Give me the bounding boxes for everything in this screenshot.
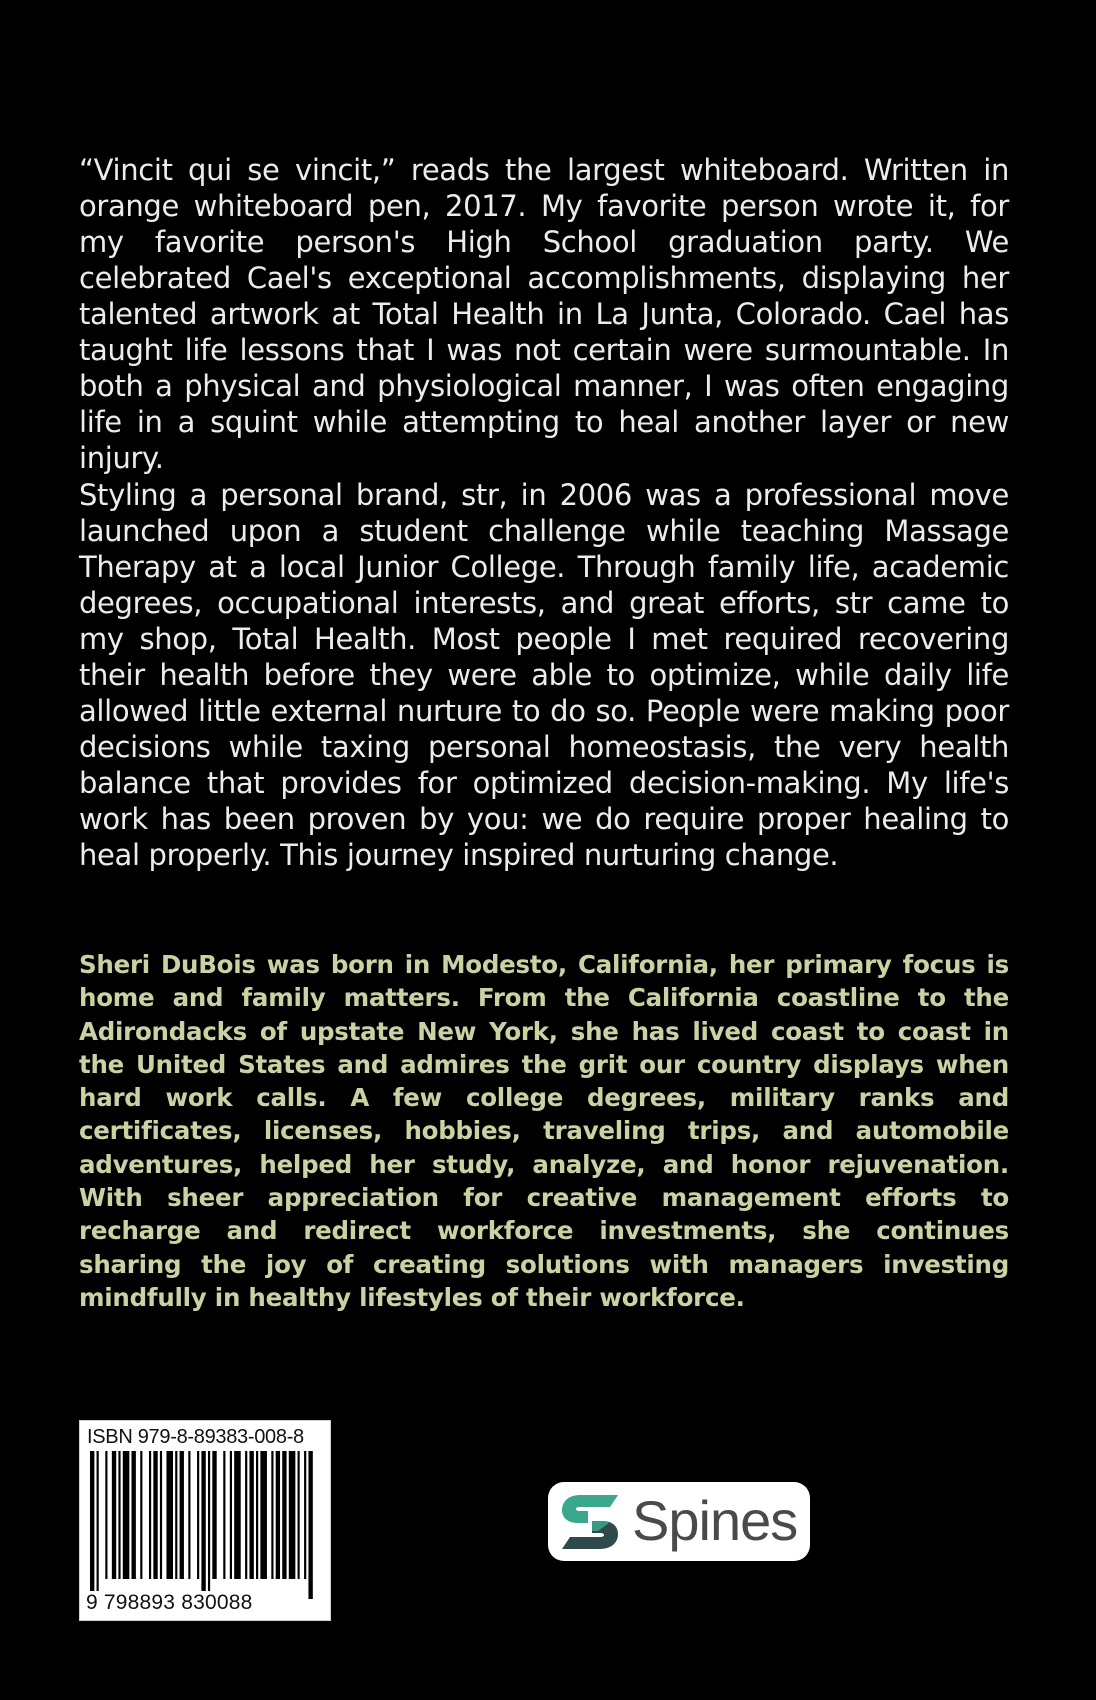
publisher-name: Spines	[632, 1489, 798, 1552]
isbn-barcode	[79, 1420, 331, 1621]
barcode-bar	[188, 1451, 190, 1579]
barcode-bar	[212, 1451, 216, 1579]
barcode-bar	[140, 1451, 142, 1579]
barcode-bar	[160, 1451, 162, 1579]
barcode-bar	[276, 1451, 280, 1579]
barcode-bar	[260, 1451, 267, 1579]
barcode-bar	[223, 1451, 225, 1579]
isbn-label: ISBN 979-8-89383-008-8	[87, 1426, 304, 1448]
barcode-bars	[90, 1451, 315, 1599]
barcode-bar	[123, 1451, 130, 1579]
barcode-bar	[90, 1451, 94, 1599]
barcode-bar	[208, 1451, 210, 1599]
barcode-bar	[201, 1451, 205, 1599]
barcode-bar	[271, 1451, 273, 1579]
barcode-bar	[230, 1451, 232, 1579]
barcode-bar	[105, 1451, 107, 1579]
barcode-number: 9 798893 830088	[86, 1591, 253, 1614]
publisher-logo	[548, 1482, 810, 1561]
barcode-bar	[153, 1451, 157, 1579]
author-bio: Sheri DuBois was born in Modesto, California, her primary focus is home and family matters. From the California coastline to the Adirondacks of upstate New York, she has lived coast to coast in the United States and admires the grit our country displays when hard work calls. A few college degrees, military ranks and certificates, licenses, hobbies, traveling trips, and automobile adventures, helped her study, analyze, and honor rejuvenation. With sheer appreciation for creative management efforts to recharge and redirect workforce investments, she continues sharing the joy of creating solutions with managers investing mindfully in healthy lifestyles of their workforce.	[79, 950, 1009, 1312]
spines-s-logo-icon	[558, 1491, 622, 1553]
barcode-bar	[97, 1451, 99, 1599]
barcode-bar	[245, 1451, 247, 1579]
barcode-bar	[166, 1451, 173, 1579]
barcode-bar	[282, 1451, 286, 1579]
barcode-bar	[249, 1451, 253, 1579]
barcode-bar	[118, 1451, 120, 1579]
barcode-bar	[304, 1451, 306, 1579]
barcode-bar	[132, 1451, 136, 1579]
barcode-bar	[175, 1451, 177, 1579]
barcode-bar	[298, 1451, 300, 1579]
barcode-bar	[289, 1451, 296, 1579]
barcode-bar	[234, 1451, 241, 1579]
barcode-bar	[256, 1451, 258, 1579]
barcode-bar	[197, 1451, 199, 1579]
barcode-bar	[112, 1451, 116, 1579]
barcode-bar	[180, 1451, 184, 1579]
blurb-paragraph-1: “Vincit qui se vincit,” reads the largest whiteboard. Written in orange whiteboard pen, 2017. My favorite person wrote it, for my favorite person's High School graduation party. We celebrated Cael's exceptional accomplishments, displaying her talented artwork at Total Health in La Junta, Colorado. Cael has taught life lessons that I was not certain were surmountable. In both a physical and physiological manner, I was often engaging life in a squint while attempting to heal another layer or new injury.	[79, 153, 1009, 475]
barcode-bar	[308, 1451, 312, 1599]
barcode-bar	[149, 1451, 151, 1579]
blurb-paragraph-2: Styling a personal brand, str, in 2006 was a professional move launched upon a student challenge while teaching Massage Therapy at a local Junior College. Through family life, academic degrees, occupational interests, and great efforts, str came to my shop, Total Health. Most people I met required recovering their health before they were able to optimize, while daily life allowed little external nurture to do so. People were making poor decisions while taxing personal homeostasis, the very health balance that provides for optimized decision-making. My life's work has been proven by you: we do require proper healing to heal properly. This journey inspired nurturing change.	[79, 478, 1009, 872]
